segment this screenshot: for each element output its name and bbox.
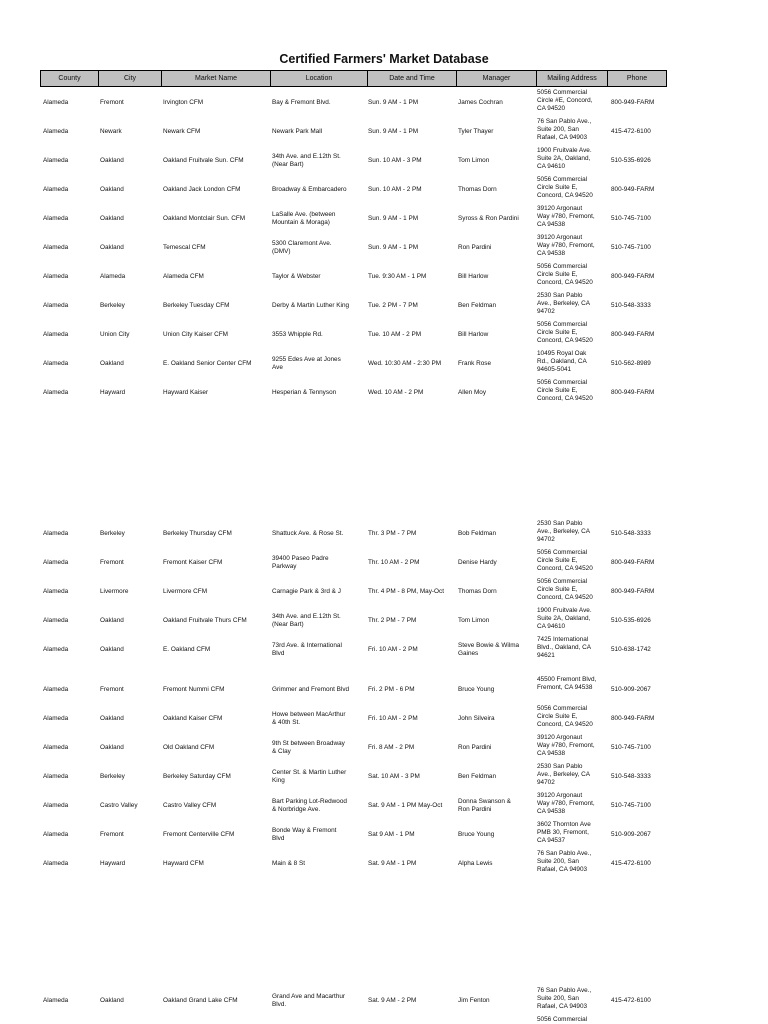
cell-market-name: Fremont Nummi CFM [163, 686, 225, 693]
cell-date-time: Sat. 10 AM - 3 PM [368, 773, 420, 780]
cell-city: Berkeley [100, 773, 125, 780]
column-header-manager: Manager [457, 71, 537, 86]
cell-location: Shattuck Ave. & Rose St. [272, 530, 344, 537]
cell-county: Alameda [43, 715, 69, 722]
cell-county: Alameda [43, 186, 69, 193]
cell-phone: 510-745-7100 [611, 215, 651, 222]
cell-market-name: Berkeley Saturday CFM [163, 773, 231, 780]
cell-city: Fremont [100, 559, 124, 566]
cell-county: Alameda [43, 302, 69, 309]
table-row [40, 821, 667, 849]
cell-manager: Allen Moy [458, 389, 487, 396]
column-header-market-name: Market Name [162, 71, 271, 86]
cell-county: Alameda [43, 744, 69, 751]
cell-manager: Ben Feldman [458, 773, 497, 780]
cell-location: Taylor & Webster [272, 273, 321, 280]
cell-city: Fremont [100, 686, 124, 693]
table-row [40, 607, 667, 635]
cell-market-name: Fremont Kaiser CFM [163, 559, 223, 566]
cell-mailing-address: 45500 Fremont Blvd, Fremont, CA 94538 [537, 676, 597, 691]
cell-manager: Alpha Lewis [458, 860, 493, 867]
cell-county: Alameda [43, 588, 69, 595]
cell-phone: 510-548-3333 [611, 302, 651, 309]
table-row [40, 734, 667, 762]
cell-manager: Jim Fenton [458, 997, 490, 1004]
cell-mailing-address: 2530 San Pablo Ave., Berkeley, CA 94702 [537, 292, 591, 315]
cell-market-name: Fremont Centerville CFM [163, 831, 235, 838]
cell-date-time: Fri. 2 PM - 6 PM [368, 686, 415, 693]
cell-location: 3553 Whipple Rd. [272, 331, 323, 338]
cell-county: Alameda [43, 617, 69, 624]
cell-manager: Thomas Dorn [458, 588, 497, 595]
cell-city: Oakland [100, 715, 124, 722]
table-row [40, 263, 667, 291]
cell-location: 34th Ave. and E.12th St. (Near Bart) [272, 613, 341, 628]
table-row [40, 234, 667, 262]
cell-mailing-address: 2530 San Pablo Ave., Berkeley, CA 94702 [537, 520, 591, 543]
cell-manager: Bruce Young [458, 686, 495, 693]
cell-mailing-address: 39120 Argonaut Way #780, Fremont, CA 94538 [537, 205, 595, 228]
cell-mailing-address: 1900 Fruitvale Ave. Suite 2A, Oakland, CA 94610 [537, 147, 592, 170]
cell-mailing-address: 76 San Pablo Ave., Suite 200, San Rafael, CA 94903 [537, 118, 592, 141]
cell-manager: Ron Pardini [458, 744, 492, 751]
table-row [40, 89, 667, 117]
cell-mailing-address: 10495 Royal Oak Rd., Oakland, CA 94605-5041 [537, 350, 587, 373]
cell-location: Derby & Martin Luther King [272, 302, 350, 309]
cell-phone: 510-745-7100 [611, 802, 651, 809]
table-row [40, 763, 667, 791]
cell-county: Alameda [43, 215, 69, 222]
cell-city: Hayward [100, 860, 126, 867]
cell-location: 5300 Claremont Ave. (DMV) [272, 240, 332, 255]
cell-date-time: Fri. 10 AM - 2 PM [368, 646, 418, 653]
cell-phone: 800-949-FARM [611, 588, 655, 595]
cell-city: Oakland [100, 215, 124, 222]
cell-market-name: Oakland Kaiser CFM [163, 715, 223, 722]
cell-phone: 510-548-3333 [611, 530, 651, 537]
cell-manager: Bill Harlow [458, 273, 489, 280]
cell-phone: 800-949-FARM [611, 186, 655, 193]
cell-date-time: Sat 9 AM - 1 PM [368, 831, 415, 838]
cell-mailing-address: 2530 San Pablo Ave., Berkeley, CA 94702 [537, 763, 591, 786]
cell-phone: 800-949-FARM [611, 559, 655, 566]
cell-mailing-address: 39120 Argonaut Way #780, Fremont, CA 94538 [537, 792, 595, 815]
cell-county: Alameda [43, 559, 69, 566]
cell-manager: Ben Feldman [458, 302, 497, 309]
cell-manager: Bruce Young [458, 831, 495, 838]
cell-market-name: Livermore CFM [163, 588, 208, 595]
cell-county: Alameda [43, 244, 69, 251]
table-header [40, 70, 667, 87]
cell-date-time: Sun. 10 AM - 3 PM [368, 157, 422, 164]
cell-location: 9255 Edes Ave at Jones Ave [272, 356, 341, 371]
cell-manager: Thomas Dorn [458, 186, 497, 193]
cell-manager: Denise Hardy [458, 559, 497, 566]
cell-phone: 510-909-2067 [611, 831, 651, 838]
cell-mailing-address: 76 San Pablo Ave., Suite 200, San Rafael, CA 94903 [537, 987, 592, 1010]
cell-location: 73rd Ave. & International Blvd [272, 642, 342, 657]
cell-manager: Syross & Ron Pardini [458, 215, 519, 222]
cell-manager: Donna Swanson & Ron Pardini [458, 798, 511, 813]
cell-city: Oakland [100, 617, 124, 624]
cell-date-time: Thr. 4 PM - 8 PM, May-Oct [368, 588, 444, 595]
cell-date-time: Sun. 9 AM - 1 PM [368, 244, 419, 251]
cell-phone: 510-909-2067 [611, 686, 651, 693]
table-row [40, 118, 667, 146]
table-row [40, 520, 667, 548]
cell-mailing-address: 5056 Commercial Circle Suite E, Concord, CA 94520 [537, 379, 593, 402]
cell-location: Main & 8 St [272, 860, 306, 867]
cell-county: Alameda [43, 773, 69, 780]
cell-date-time: Sun. 9 AM - 1 PM [368, 128, 419, 135]
cell-phone: 510-548-3333 [611, 773, 651, 780]
cell-city: Oakland [100, 646, 124, 653]
cell-manager: Tyler Thayer [458, 128, 494, 135]
cell-mailing-address: 5056 Commercial Circle Suite E, Concord, CA 94520 [537, 263, 593, 286]
cell-market-name: Temescal CFM [163, 244, 206, 251]
cell-mailing-address: 5056 Commercial Circle Suite E, Concord, CA 94520 [537, 705, 593, 728]
table-row [40, 147, 667, 175]
column-header-location: Location [271, 71, 368, 86]
cell-city: Fremont [100, 831, 124, 838]
cell-location: Center St. & Martin Luther King [272, 769, 347, 784]
cell-mailing-address: 5056 Commercial Circle Suite E, Concord, CA 94520 [537, 321, 593, 344]
cell-date-time: Fri. 10 AM - 2 PM [368, 715, 418, 722]
cell-date-time: Thr. 10 AM - 2 PM [368, 559, 420, 566]
cell-location: Howe between MacArthur & 40th St. [272, 711, 346, 726]
cell-location: 34th Ave. and E.12th St. (Near Bart) [272, 153, 341, 168]
cell-city: Berkeley [100, 530, 125, 537]
cell-city: Oakland [100, 997, 124, 1004]
cell-market-name: Hayward CFM [163, 860, 204, 867]
table-row [40, 321, 667, 349]
cell-manager: Frank Rose [458, 360, 492, 367]
cell-county: Alameda [43, 360, 69, 367]
cell-manager: Tom Limon [458, 617, 490, 624]
cell-mailing-address: 76 San Pablo Ave., Suite 200, San Rafael, CA 94903 [537, 850, 592, 873]
cell-phone: 800-949-FARM [611, 331, 655, 338]
cell-location: LaSalle Ave. (between Mountain & Moraga) [272, 211, 336, 226]
column-header-county: County [41, 71, 99, 86]
cell-county: Alameda [43, 530, 69, 537]
cell-market-name: Newark CFM [163, 128, 201, 135]
cell-county: Alameda [43, 802, 69, 809]
cell-mailing-address: 7425 International Blvd., Oakland, CA 94621 [537, 636, 591, 659]
cell-location: Grand Ave and Macarthur Blvd. [272, 993, 346, 1008]
cell-location: Carnagie Park & 3rd & J [272, 588, 341, 595]
cell-phone: 510-745-7100 [611, 744, 651, 751]
cell-date-time: Tue. 10 AM - 2 PM [368, 331, 422, 338]
table-row [40, 205, 667, 233]
column-header-city: City [99, 71, 162, 86]
cell-phone: 510-535-6926 [611, 617, 651, 624]
cell-county: Alameda [43, 997, 69, 1004]
column-header-date-time: Date and Time [368, 71, 457, 86]
cell-market-name: E. Oakland Senior Center CFM [163, 360, 252, 367]
table-row [40, 636, 667, 664]
cell-county: Alameda [43, 860, 69, 867]
cell-location: 9th St between Broadway & Clay [272, 740, 345, 755]
cell-market-name: Castro Valley CFM [163, 802, 217, 809]
table-row [40, 987, 667, 1015]
cell-phone: 415-472-6100 [611, 860, 651, 867]
cell-location: 39400 Paseo Padre Parkway [272, 555, 329, 570]
cell-city: Oakland [100, 744, 124, 751]
cell-county: Alameda [43, 273, 69, 280]
cell-city: Fremont [100, 99, 124, 106]
cell-date-time: Tue. 2 PM - 7 PM [368, 302, 418, 309]
cell-county: Alameda [43, 331, 69, 338]
table-row [40, 578, 667, 606]
cell-city: Castro Valley [100, 802, 138, 809]
cell-location: Hesperian & Tennyson [272, 389, 337, 396]
cell-mailing-address: 5056 Commercial Circle Suite E, Concord, CA 94520 [537, 176, 593, 199]
cell-market-name: Berkeley Tuesday CFM [163, 302, 230, 309]
cell-manager: Steve Bowie & Wilma Gaines [458, 642, 520, 657]
cell-city: Oakland [100, 157, 124, 164]
cell-location: Bay & Fremont Blvd. [272, 99, 331, 106]
cell-market-name: Berkeley Thursday CFM [163, 530, 232, 537]
cell-manager: Bill Harlow [458, 331, 489, 338]
cell-date-time: Wed. 10 AM - 2 PM [368, 389, 424, 396]
cell-market-name: Oakland Jack London CFM [163, 186, 241, 193]
cell-county: Alameda [43, 128, 69, 135]
cell-market-name: Irvington CFM [163, 99, 204, 106]
cell-county: Alameda [43, 686, 69, 693]
table-row [40, 792, 667, 820]
cell-phone: 415-472-6100 [611, 128, 651, 135]
cell-mailing-address: 5056 Commercial Circle Suite E, Concord, CA 94520 [537, 578, 593, 601]
cell-market-name: Oakland Fruitvale Thurs CFM [163, 617, 247, 624]
cell-market-name: Oakland Fruitvale Sun. CFM [163, 157, 244, 164]
cell-county: Alameda [43, 157, 69, 164]
cell-location: Broadway & Embarcadero [272, 186, 347, 193]
cell-city: Livermore [100, 588, 129, 595]
cell-location: Grimmer and Fremont Blvd [272, 686, 350, 693]
cell-market-name: Union City Kaiser CFM [163, 331, 228, 338]
cell-city: Berkeley [100, 302, 125, 309]
cell-manager: Bob Feldman [458, 530, 497, 537]
table-row [40, 549, 667, 577]
cell-date-time: Thr. 2 PM - 7 PM [368, 617, 417, 624]
cell-manager: Tom Limon [458, 157, 490, 164]
cell-city: Union City [100, 331, 130, 338]
cell-city: Hayward [100, 389, 126, 396]
cell-city: Oakland [100, 360, 124, 367]
cell-phone: 800-949-FARM [611, 389, 655, 396]
column-header-mailing-address: Mailing Address [537, 71, 608, 86]
cell-mailing-address: 5056 Commercial Circle Suite E, Concord, CA 94520 [537, 549, 593, 572]
cell-date-time: Tue. 9:30 AM - 1 PM [368, 273, 427, 280]
column-header-phone: Phone [626, 75, 648, 82]
cell-location: Bonde Way & Fremont Blvd [272, 827, 337, 842]
cell-date-time: Sat. 9 AM - 1 PM [368, 860, 417, 867]
cell-market-name: Oakland Grand Lake CFM [163, 997, 238, 1004]
cell-county: Alameda [43, 389, 69, 396]
cell-market-name: Alameda CFM [163, 273, 204, 280]
cell-date-time: Sat. 9 AM - 1 PM May-Oct [368, 802, 443, 809]
cell-location: Newark Park Mall [272, 128, 323, 135]
cell-phone: 510-535-6926 [611, 157, 651, 164]
cell-city: Newark [100, 128, 122, 135]
cell-mailing-address: 39120 Argonaut Way #780, Fremont, CA 94538 [537, 234, 595, 257]
cell-date-time: Sun. 10 AM - 2 PM [368, 186, 422, 193]
cell-date-time: Fri. 8 AM - 2 PM [368, 744, 415, 751]
table-row [40, 292, 667, 320]
cell-county: Alameda [43, 99, 69, 106]
cell-phone: 800-949-FARM [611, 273, 655, 280]
cell-county: Alameda [43, 831, 69, 838]
cell-mailing-address: 5056 Commercial Circle #E, Concord, CA 94520 [537, 89, 593, 112]
cell-phone: 800-949-FARM [611, 99, 655, 106]
cell-date-time: Sun. 9 AM - 1 PM [368, 215, 419, 222]
cutoff-address: 5056 Commercial [537, 1016, 588, 1023]
cell-market-name: E. Oakland CFM [163, 646, 211, 653]
cell-city: Oakland [100, 244, 124, 251]
cell-phone: 800-949-FARM [611, 715, 655, 722]
cell-mailing-address: 3602 Thornton Ave PMB 30, Fremont, CA 94537 [537, 821, 591, 844]
table-row [40, 705, 667, 733]
cell-city: Oakland [100, 186, 124, 193]
cell-mailing-address: 39120 Argonaut Way #780, Fremont, CA 94538 [537, 734, 595, 757]
cell-manager: James Cochran [458, 99, 503, 106]
cell-mailing-address: 1900 Fruitvale Ave. Suite 2A, Oakland, CA 94610 [537, 607, 592, 630]
cell-phone: 510-562-8989 [611, 360, 651, 367]
cell-phone: 510-745-7100 [611, 244, 651, 251]
cell-location: Bart Parking Lot-Redwood & Norbridge Ave. [272, 798, 347, 813]
cell-manager: John Silveira [458, 715, 495, 722]
cell-date-time: Sat. 9 AM - 2 PM [368, 997, 417, 1004]
table-row [40, 850, 667, 878]
cell-phone: 415-472-6100 [611, 997, 651, 1004]
cell-market-name: Oakland Montclair Sun. CFM [163, 215, 246, 222]
cell-date-time: Sun. 9 AM - 1 PM [368, 99, 419, 106]
cutoff-row [40, 1016, 667, 1024]
cell-market-name: Old Oakland CFM [163, 744, 215, 751]
cell-date-time: Thr. 3 PM - 7 PM [368, 530, 417, 537]
cell-date-time: Wed. 10:30 AM - 2:30 PM [368, 360, 442, 367]
table-row [40, 350, 667, 378]
page-title: Certified Farmers' Market Database [279, 52, 489, 66]
cell-market-name: Hayward Kaiser [163, 389, 209, 396]
table-row [40, 676, 667, 704]
table-row [40, 379, 667, 407]
cell-city: Alameda [100, 273, 126, 280]
table-row [40, 176, 667, 204]
cell-county: Alameda [43, 646, 69, 653]
cell-phone: 510-638-1742 [611, 646, 651, 653]
cell-manager: Ron Pardini [458, 244, 492, 251]
